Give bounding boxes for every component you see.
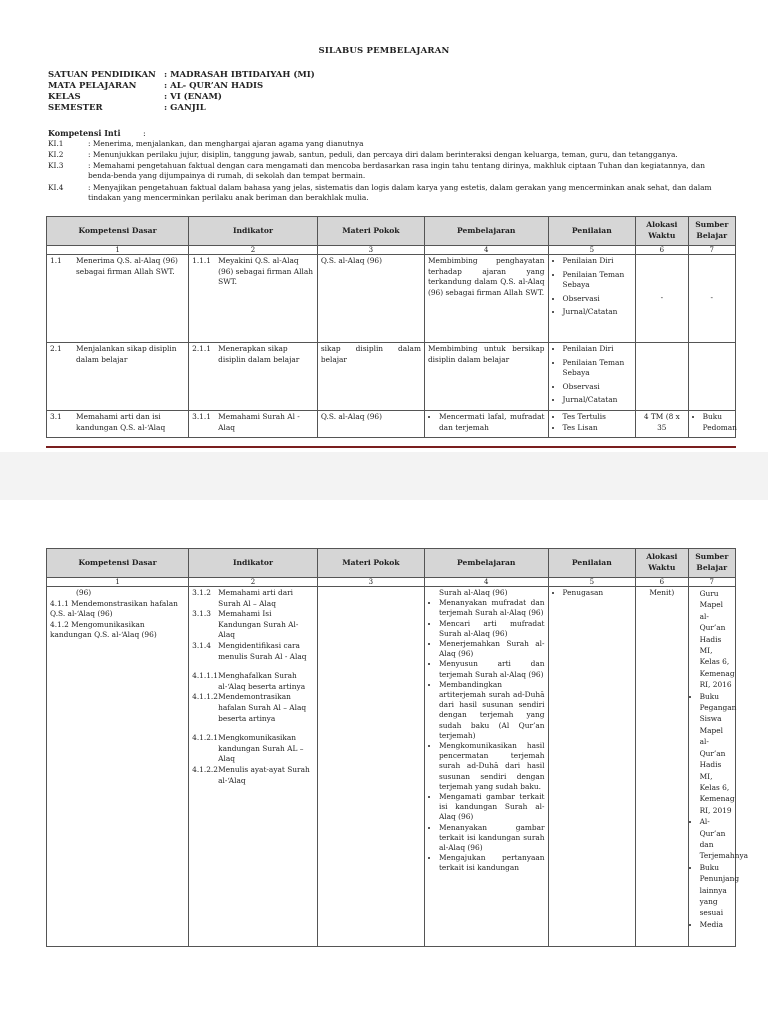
pembelajaran-list — [428, 598, 545, 873]
kd-text: (96) — [76, 588, 92, 597]
header-materi-pokok: Materi Pokok — [317, 549, 424, 578]
header-alokasi-waktu: Alokasi Waktu — [636, 549, 689, 578]
meta-value: : GANJIL — [164, 103, 206, 113]
table-row — [47, 343, 736, 411]
column-number-row — [47, 578, 736, 587]
ki-text: : Memahami pengetahuan faktual dengan cara mengamati dan mencoba berdasarkan rasa ingin tahu tentang dirinya, makhluk ciptaan Tuhan dan kegiatannya, dan benda-benda yang dijumpainya di rumah, di sekolah dan tempat bermain. — [88, 161, 705, 180]
list-item: • Menanyakan gambar terkait isi kandungan surah al-Alaq (96) — [439, 823, 545, 854]
indicator-text: Menerapkan sikap disiplin dalam belajar — [218, 344, 300, 364]
pembelajaran: Membimbing untuk bersikap disiplin dalam belajar — [424, 343, 548, 411]
list-item: • Jurnal/Catatan — [563, 307, 633, 318]
indicator-text: Mengidentifikasi cara menulis Surah Al - Alaq — [218, 640, 307, 661]
ki-item — [48, 183, 728, 203]
alokasi-waktu: - — [636, 255, 689, 343]
list-item: • Buku Penunjang lainnya yang sesuai — [700, 862, 732, 919]
column-number: 3 — [317, 578, 424, 587]
column-number: 2 — [189, 246, 318, 255]
kd-number: 1.1 — [50, 256, 62, 265]
column-number: 4 — [424, 578, 548, 587]
penilaian-list — [552, 256, 633, 318]
kd-number: 2.1 — [50, 344, 62, 353]
header-kompetensi-dasar: Kompetensi Dasar — [47, 549, 189, 578]
pembelajaran-list — [428, 412, 545, 433]
list-item: • Mencermati lafal, mufradat dan terjemah — [439, 412, 545, 433]
list-item: • Mengkomunikasikan hasil pencermatan terjemah surah ad-Duhā dari hasil susunan sendiri dengan terjemah yang sudah baku. — [439, 741, 545, 792]
kd-number: 3.1 — [50, 411, 62, 421]
header-sumber-belajar: Sumber Belajar — [688, 217, 735, 246]
ki-code: KI.1 — [48, 139, 64, 148]
list-item: • Media — [700, 919, 732, 930]
column-number: 7 — [688, 246, 735, 255]
ki-code: KI.4 — [48, 183, 64, 192]
meta-label: KELAS — [48, 92, 81, 102]
column-number: 6 — [636, 246, 689, 255]
indicator-text: Memahami Isi Kandungan Surah Al-Alaq — [218, 609, 299, 640]
meta-value: : VI (ENAM) — [164, 92, 222, 102]
list-item: • Mengamati gambar terkait isi kandungan Surah al-Alaq (96) — [439, 792, 545, 823]
list-item: • Penilaian Diri — [563, 344, 633, 355]
header-pembelajaran: Pembelajaran — [424, 549, 548, 578]
indicator-number: 4.1.1.1 — [192, 671, 218, 681]
ki-code: KI.3 — [48, 161, 64, 170]
indicator-text: Mengkomunikasikan kandungan Surah AL – Alaq — [218, 733, 304, 764]
column-number: 6 — [636, 578, 689, 587]
penilaian-list — [552, 412, 633, 433]
list-item: • Penilaian Teman Sebaya — [563, 270, 633, 291]
table-row — [47, 255, 736, 343]
indicator-number: 4.1.2.2 — [192, 764, 218, 774]
ki-text: : Menyajikan pengetahuan faktual dalam bahasa yang jelas, sistematis dan logis dalam karya yang estetis, dalam gerakan yang mencerminkan anak sehat, dan dalam tindakan yang mencerminkan perilaku anak beriman dan berakhlak mulia. — [88, 183, 712, 202]
materi-pokok: sikap disiplin dalam belajar — [317, 343, 424, 411]
pembelajaran: Membimbing penghayatan terhadap ajaran yang terkandung dalam Q.S. al-Alaq (96) sebagai firman Allah SWT. — [424, 255, 548, 343]
ki-item — [48, 150, 728, 160]
header-materi-pokok: Materi Pokok — [317, 217, 424, 246]
kd-text: Memahami arti dan isi kandungan Q.S. al-‘Alaq — [76, 411, 166, 432]
indicator-text: Menulis ayat-ayat Surah al-‘Alaq — [218, 764, 310, 785]
list-item: • Buku Pedoman — [703, 412, 732, 433]
column-number: 1 — [47, 246, 189, 255]
list-item: • Tes Lisan — [563, 423, 633, 434]
column-number: 5 — [548, 578, 636, 587]
column-number: 4 — [424, 246, 548, 255]
list-item: • Al-Qur’an dan Terjemahnya — [700, 816, 732, 862]
materi-pokok: Q.S. al-Alaq (96) — [317, 255, 424, 343]
sumber-list — [692, 411, 737, 433]
meta-value: : MADRASAH IBTIDAIYAH (MI) — [164, 70, 315, 80]
list-item: • Mencari arti mufradat Surah al-Alaq (96) — [439, 619, 545, 639]
meta-label: MATA PELAJARAN — [48, 81, 137, 91]
meta-label: SATUAN PENDIDIKAN — [48, 70, 156, 80]
header-sumber-belajar: Sumber Belajar — [688, 549, 735, 578]
sumber-list — [692, 691, 749, 931]
indicator-number: 3.1.1 — [192, 411, 211, 421]
list-item: • Penugasan — [563, 588, 633, 599]
header-kompetensi-dasar: Kompetensi Dasar — [47, 217, 189, 246]
indicator-number: 3.1.4 — [192, 640, 211, 650]
indicator-number: 3.1.2 — [192, 588, 211, 597]
kd-text: 4.1.2 Mengomunikasikan kandungan Q.S. al-‘Alaq (96) — [50, 619, 157, 640]
indicator-number: 4.1.2.1 — [192, 733, 218, 743]
list-item: • Menyusun arti dan terjemah Surah al-Alaq (96) — [439, 659, 545, 679]
ki-text: : Menunjukkan perilaku jujur, disiplin, tanggung jawab, santun, peduli, dan percaya diri dalam berinteraksi dengan keluarga, teman, guru, dan tetangganya. — [88, 150, 678, 159]
indicator-number: 1.1.1 — [192, 256, 211, 265]
pembelajaran-continued: Surah al-Alaq (96) — [438, 588, 508, 597]
header-indikator: Indikator — [189, 217, 318, 246]
header-pembelajaran: Pembelajaran — [424, 217, 548, 246]
column-number: 5 — [548, 246, 636, 255]
kd-text: Menjalankan sikap disiplin dalam belajar — [76, 344, 177, 364]
syllabus-table-page-1 — [46, 216, 736, 438]
header-alokasi-waktu: Alokasi Waktu — [636, 217, 689, 246]
document-title: SILABUS PEMBELAJARAN — [318, 46, 450, 56]
indicator-text: Menghafalkan Surah al-‘Alaq beserta artinya — [218, 671, 306, 691]
ki-text: : Menerima, menjalankan, dan menghargai ajaran agama yang dianutnya — [88, 139, 364, 148]
indicator-number: 3.1.3 — [192, 609, 211, 619]
alokasi-waktu: 4 TM (8 x 35 — [636, 410, 689, 437]
ki-heading — [48, 128, 146, 138]
meta-value: : AL- QUR’AN HADIS — [164, 81, 264, 91]
ki-item — [48, 161, 728, 181]
list-item: • Mengajukan pertanyaan terkait isi kandungan — [439, 853, 545, 873]
indicator-text: Memahami Surah Al - Alaq — [218, 411, 300, 432]
list-item: • Observasi — [563, 294, 633, 305]
document-page-2 — [0, 500, 768, 1024]
indicator-text: Mendemontrasikan hafalan Surah Al – Alaq beserta artinya — [218, 692, 307, 723]
column-number: 3 — [317, 246, 424, 255]
alokasi-waktu: Menit) — [636, 587, 689, 947]
list-item: • Tes Tertulis — [563, 412, 633, 423]
list-item: • Buku Pegangan Siswa Mapel al-Qur’an Hadis MI, Kelas 6, Kemenag RI, 2019 — [700, 691, 732, 816]
document-page-1 — [0, 0, 768, 452]
sumber-belajar: - — [688, 255, 735, 343]
meta-label: SEMESTER — [48, 103, 103, 113]
column-number: 1 — [47, 578, 189, 587]
header-penilaian: Penilaian — [548, 217, 636, 246]
list-item: • Jurnal/Catatan — [563, 395, 633, 406]
header-indikator: Indikator — [189, 549, 318, 578]
table-header-row — [47, 217, 736, 246]
list-item: • Membandingkan artiterjemah surah ad-Duhā dari hasil susunan sendiri dengan terjemah yang sudah baku (Al Qur’an terjemah) — [439, 680, 545, 741]
ki-heading-text: Kompetensi Inti — [48, 128, 121, 138]
penilaian-list — [552, 344, 633, 406]
column-number: 7 — [688, 578, 735, 587]
list-item: • Observasi — [563, 382, 633, 393]
kd-text: Menerima Q.S. al-Alaq (96) sebagai firman Allah SWT. — [76, 256, 178, 276]
ki-item — [48, 139, 728, 149]
table-row — [47, 410, 736, 437]
penilaian-list — [552, 588, 633, 599]
sumber-continued: Guru Mapel al-Qur’an Hadis MI, Kelas 6, Kemenag RI, 2016 — [699, 589, 735, 690]
indicator-text: Meyakini Q.S. al-Alaq (96) sebagai firman Allah SWT. — [218, 256, 314, 287]
list-item: • Penilaian Diri — [563, 256, 633, 267]
table-header-row — [47, 549, 736, 578]
header-penilaian: Penilaian — [548, 549, 636, 578]
indicator-number: 4.1.1.2 — [192, 692, 218, 702]
ki-code: KI.2 — [48, 150, 64, 159]
column-number: 2 — [189, 578, 318, 587]
ki-heading-colon: : — [143, 129, 146, 138]
kd-text: 4.1.1 Mendemonstrasikan hafalan Q.S. al-‘Alaq (96) — [50, 598, 178, 619]
table-row — [47, 587, 736, 947]
indicator-number: 2.1.1 — [192, 344, 211, 353]
indicator-text: Memahami arti dari Surah Al – Alaq — [218, 588, 294, 608]
page-break-line — [46, 446, 736, 448]
list-item: • Penilaian Teman Sebaya — [563, 358, 633, 379]
column-number-row — [47, 246, 736, 255]
materi-pokok: Q.S. al-Alaq (96) — [317, 410, 424, 437]
list-item: • Menerjemahkan Surah al-Alaq (96) — [439, 639, 545, 659]
syllabus-table-page-2 — [46, 548, 749, 947]
list-item: • Menanyakan mufradat dan terjemah Surah al-Alaq (96) — [439, 598, 545, 618]
